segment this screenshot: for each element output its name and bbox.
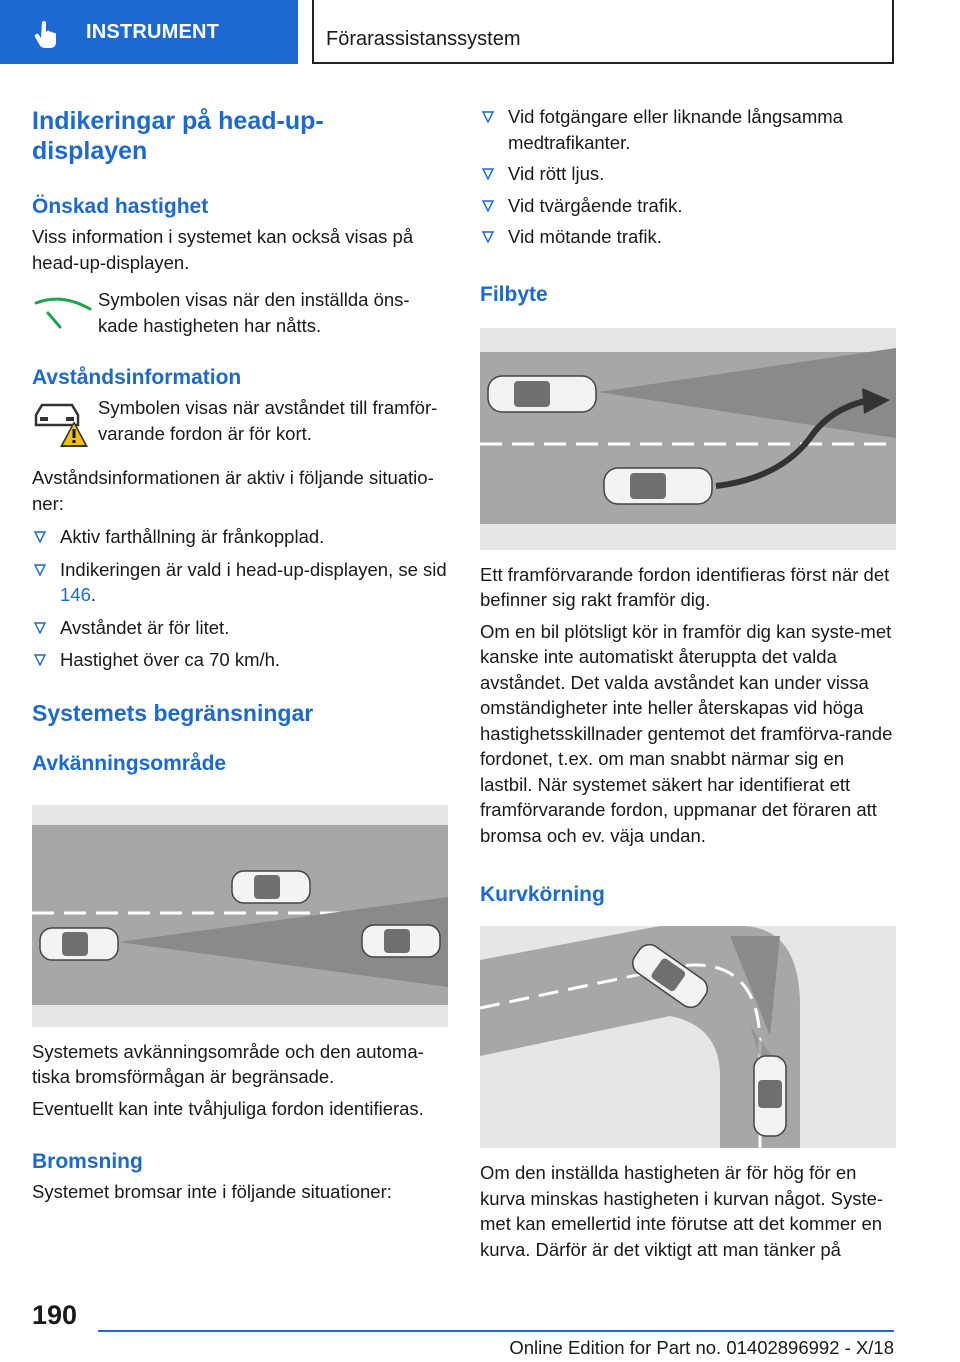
list-item: Aktiv farthållning är frånkopplad.	[32, 524, 448, 550]
list-item: Vid fotgängare eller liknande långsamma medtrafikanter.	[480, 104, 896, 155]
section-title: INSTRUMENT	[86, 21, 220, 43]
cornering-heading: Kurvkörning	[480, 883, 605, 906]
braking-heading: Bromsning	[32, 1150, 143, 1173]
detection-caption-2: Eventuellt kan inte tvåhjuliga fordon identifieras.	[32, 1097, 424, 1119]
distance-info-heading: Avståndsinformation	[32, 366, 242, 389]
desired-speed-heading: Önskad hastighet	[32, 195, 209, 218]
detection-area-heading: Avkänningsområde	[32, 751, 227, 775]
lane-change-illustration	[480, 328, 896, 550]
car-icon	[232, 871, 310, 903]
bullet-triangle-icon	[34, 564, 46, 576]
bullet-triangle-icon	[34, 531, 46, 543]
list-item: Indikeringen är vald i head-up-displayen, se sid 146.	[32, 557, 448, 608]
car-icon	[488, 376, 596, 412]
page-number: 190	[32, 1300, 78, 1330]
distance-bullet-list	[32, 524, 448, 673]
list-item: Hastighet över ca 70 km/h.	[32, 647, 448, 673]
section-tab	[0, 0, 298, 64]
distance-active-text: Avståndsinformationen är aktiv i följande situatio-ner:	[32, 467, 434, 514]
lane-change-text-1: Ett framförvarande fordon identifieras först när det befinner sig rakt framför dig.	[480, 563, 890, 610]
distance-symbol-text: Symbolen visas när avståndet till framför-varande fordon är för kort.	[98, 397, 438, 444]
list-item: Vid rött ljus.	[480, 161, 896, 187]
lane-change-text-2: Om en bil plötsligt kör in framför dig kan syste-met kanske inte automatiskt återuppta det valda avståndet. Det valda avståndet kan under vissa omständigheter inte heller återskapas vid höga hastighetsskillnader gentemot det framförva-rande fordonet, t.ex. om man snabbt närmar sig en lastbil. När systemet säkert har identifierat ett framförvarande fordon, uppmanar det föraren att bromsa och ev. väja undan.	[480, 620, 893, 846]
lane-change-heading: Filbyte	[480, 282, 548, 306]
list-item: Vid tvärgående trafik.	[480, 193, 896, 219]
distance-symbol-row	[32, 395, 448, 451]
braking-bullet-list	[480, 104, 896, 250]
system-limits-heading: Systemets begränsningar	[32, 699, 314, 726]
bullet-triangle-icon	[34, 654, 46, 666]
car-icon	[40, 928, 118, 960]
bullet-triangle-icon	[482, 168, 494, 180]
cornering-illustration	[480, 926, 896, 1148]
chapter-title: Förarassistanssystem	[326, 28, 521, 50]
detection-caption-1: Systemets avkänningsområde och den automa-tiska bromsförmågan är begränsade.	[32, 1040, 424, 1087]
detection-area-illustration	[32, 805, 448, 1027]
desired-speed-intro: Viss information i systemet kan också visas på head-up-displayen.	[32, 226, 414, 273]
footer-divider	[98, 1330, 894, 1332]
bullet-triangle-icon	[34, 622, 46, 634]
cornering-text: Om den inställda hastigheten är för hög för en kurva minskas hastigheten i kurvan något. Syste-met kan emellertid inte förutse att det kommer en kurva. Därför är det viktigt att man tänker på	[480, 1162, 884, 1260]
chapter-box	[312, 0, 894, 64]
car-icon	[604, 468, 712, 504]
edition-note: Online Edition for Part no. 01402896992 - X/18	[509, 1337, 894, 1358]
list-item: Vid mötande trafik.	[480, 224, 896, 250]
page-reference-link[interactable]: 146	[60, 584, 91, 605]
bullet-triangle-icon	[482, 200, 494, 212]
desired-speed-symbol-text: Symbolen visas när den inställda öns-kade hastigheten har nåtts.	[98, 289, 410, 336]
desired-speed-symbol-row	[32, 287, 448, 343]
car-icon	[362, 925, 440, 957]
distance-warning-icon	[32, 395, 98, 451]
bullet-triangle-icon	[482, 231, 494, 243]
page-heading: Indikeringar på head-up-displayen	[32, 107, 324, 165]
right-column	[480, 104, 896, 1262]
left-column	[32, 100, 448, 1205]
speed-reached-icon	[32, 287, 98, 343]
list-item: Avståndet är för litet.	[32, 615, 448, 641]
bullet-triangle-icon	[482, 111, 494, 123]
pointing-hand-icon	[30, 18, 62, 50]
car-icon	[754, 1056, 786, 1136]
braking-text: Systemet bromsar inte i följande situationer:	[32, 1181, 392, 1202]
